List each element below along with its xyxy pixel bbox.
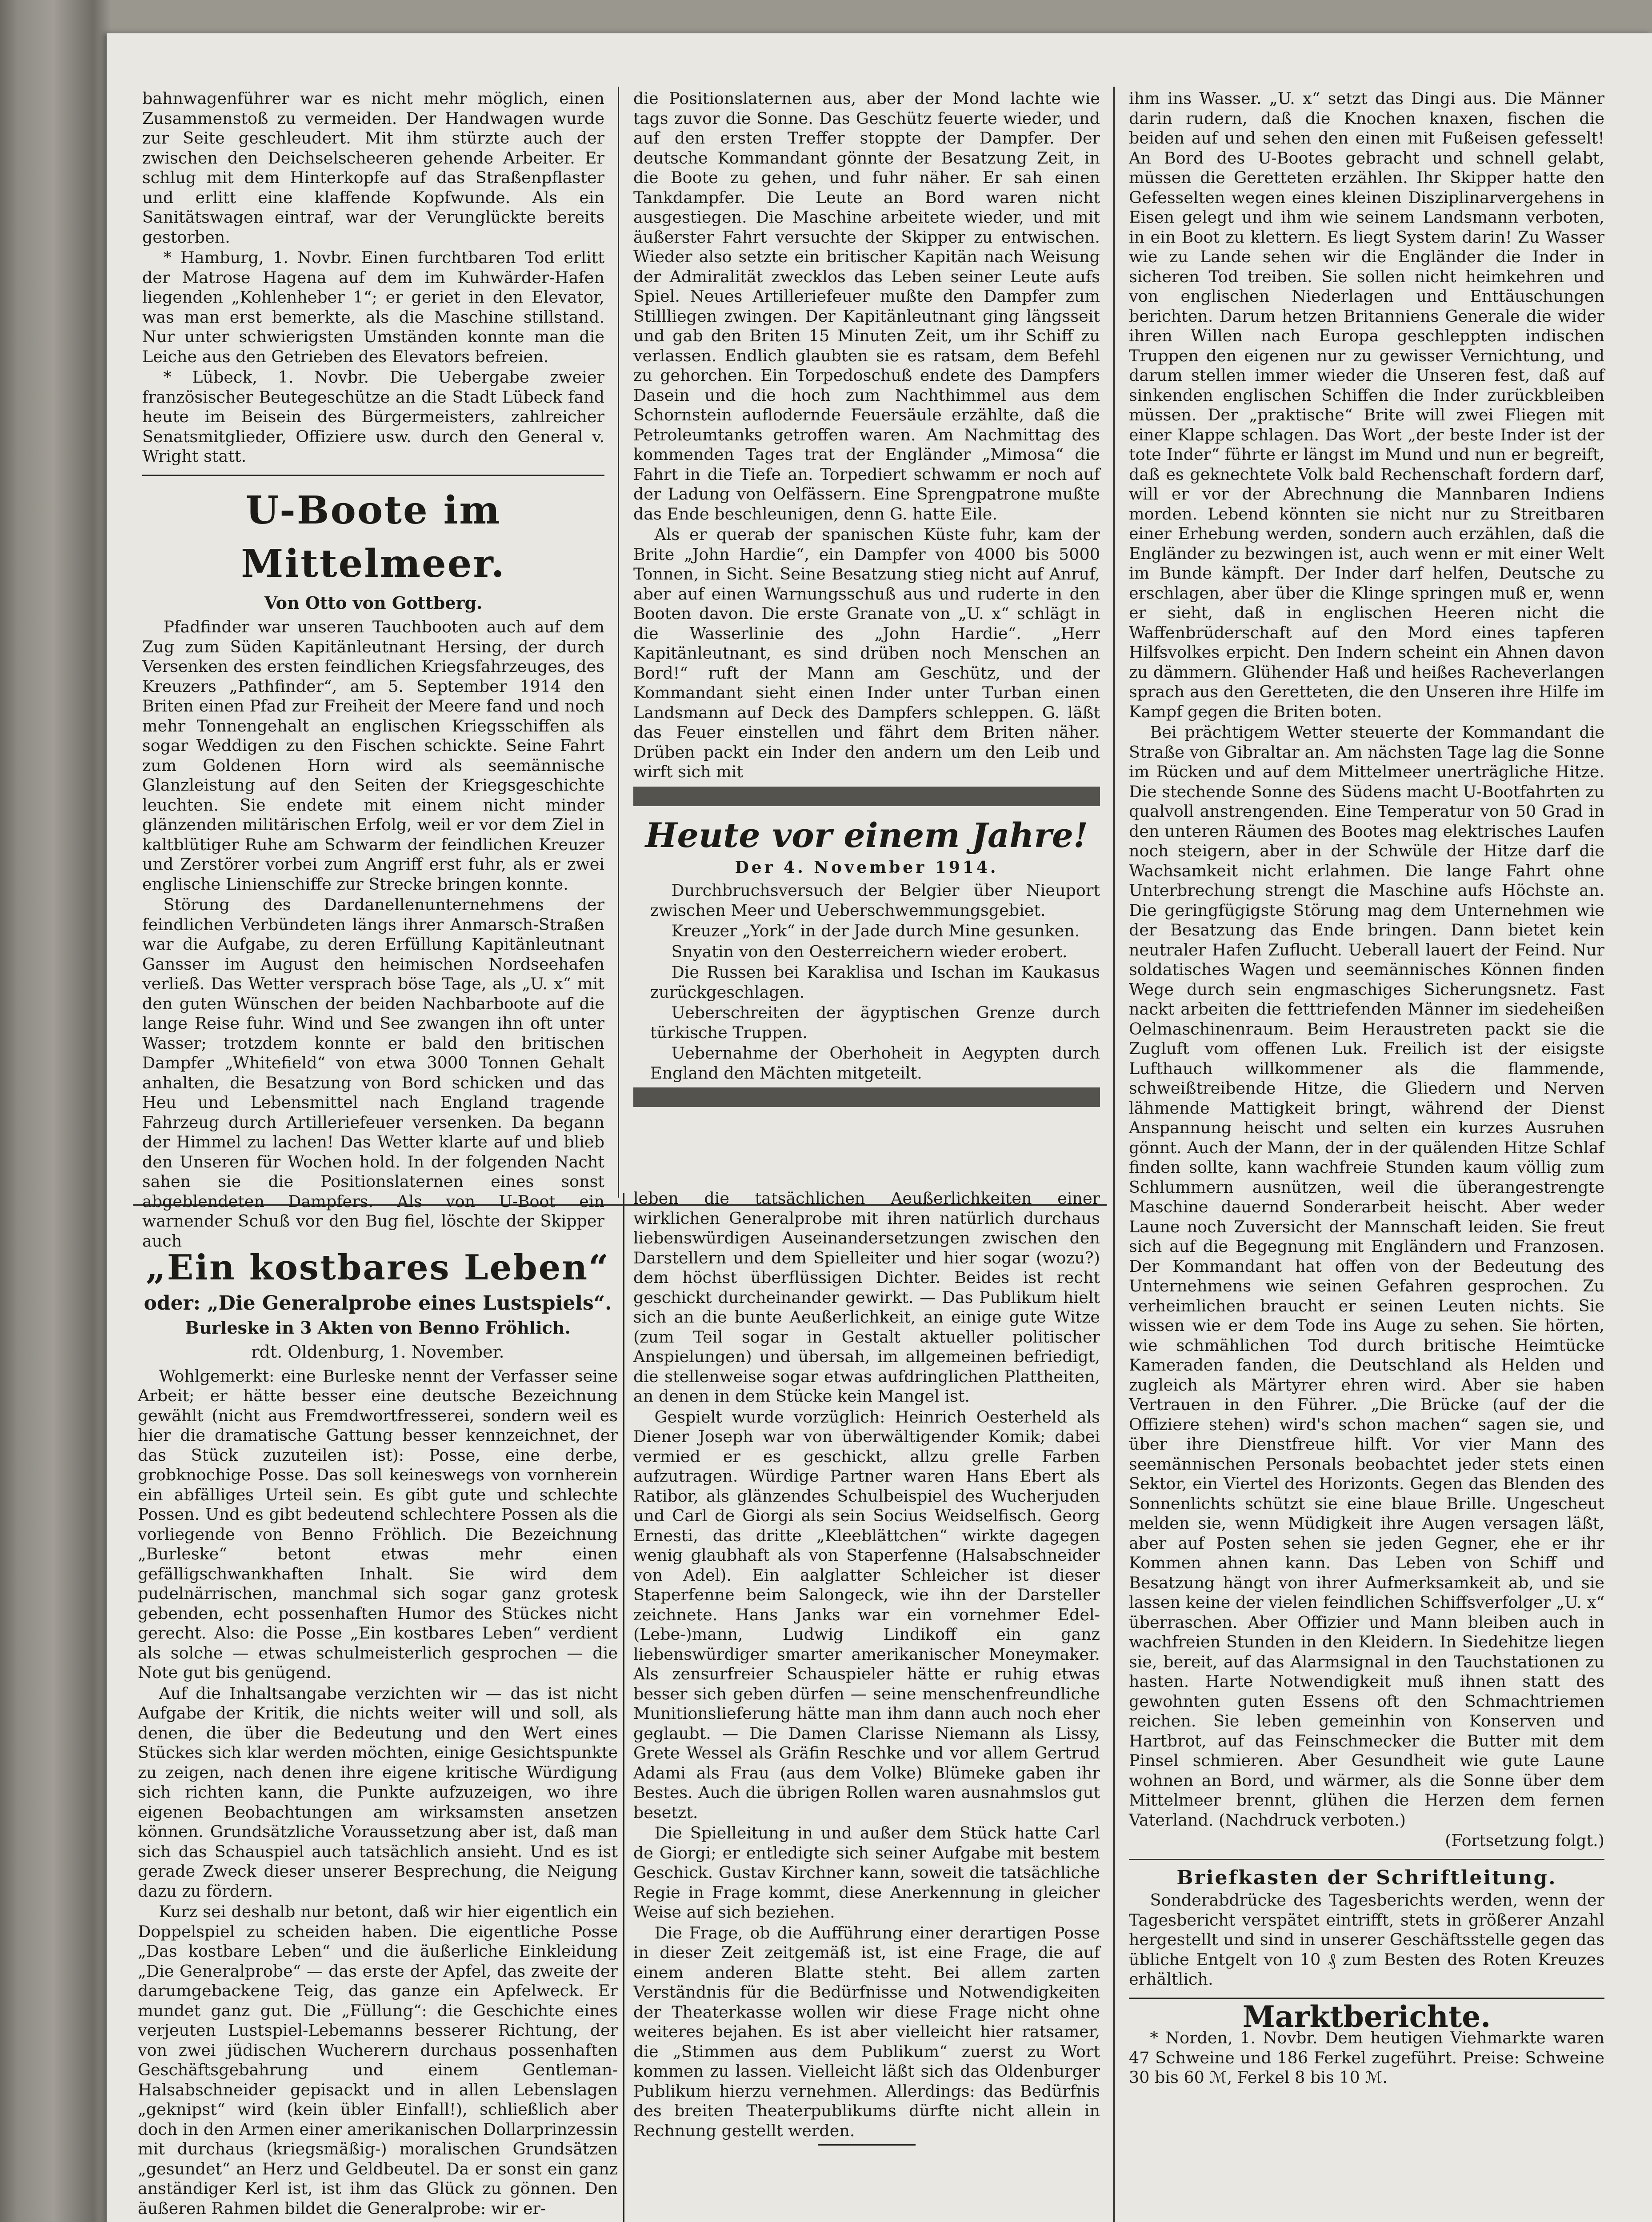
anniversary-item: Durchbruchsversuch der Belgier über Nieuport zwischen Meer und Ueberschwemmungsgebiet.	[650, 881, 1100, 920]
separator	[1129, 1998, 1604, 1999]
letterbox-text: Sonderabdrücke des Tagesberichts werden, wenn der Tagesbericht verspätet eintrifft, stets in größerer Anzahl hergestellt und sind in unserer Geschäftsstelle gegen das übliche Entgelt von 10 ₰ zum Besten des Roten Kreuzes erhältlich.	[1129, 1890, 1604, 1989]
article-byline: Von Otto von Gottberg.	[264, 592, 483, 613]
decorative-bar	[633, 787, 1100, 806]
review-subtitle: oder: „Die Generalprobe eines Lustspiels“.	[144, 1292, 612, 1315]
news-item-luebeck: * Lübeck, 1. Novbr. Die Uebergabe zweier französischer Beutegeschütze an die Stadt Lübeck fand heute im Beisein des Bürgermeisters, zahlreicher Senatsmitglieder, Offiziere usw. durch den General v. Wright statt.	[142, 368, 604, 466]
article-text: die Positionslaternen aus, aber der Mond lachte wie tags zuvor die Sonne. Das Geschütz feuerte wieder, und auf den ersten Treffer stoppte der Dampfer. Der deutsche Kommandant gönnte der Besatzung Zeit, in die Boote zu gehen, und fuhr näher. Er sah einen Tankdampfer. Die Leute an Bord waren nicht ausgestiegen. Die Maschine arbeitete wieder, und mit äußerster Fahrt versuchte der Skipper zu entwischen. Wieder also setzte ein britischer Kapitän nach Weisung der Admiralität zwecklos das Leben seiner Leute aufs Spiel. Neues Artilleriefeuer mußte den Dampfer zum Stillliegen zwingen. Der Kapitänleutnant ging längsseit und gab den Briten 15 Minuten Zeit, um ihr Schiff zu verlassen. Endlich glaubten sie es ratsam, dem Befehl zu gehorchen. Ein Torpedoschuß endete des Dampfers Dasein und die hoch zum Nachthimmel aus dem Schornstein auflodernde Feuersäule erzählte, daß die Petroleumtanks getroffen waren. Am Nachmittag des kommenden Tages trat der Engländer „Mimosa“ die Fahrt in die Tiefe an. Torpediert schwamm er noch auf der Ladung von Oelfässern. Eine Sprengpatrone mußte das Ende beschleunigen, denn G. hatte Eile.	[633, 89, 1100, 524]
separator	[142, 475, 604, 476]
review-genre: Burleske in 3 Akten von Benno Fröhlich.	[185, 1317, 571, 1338]
column-c	[1129, 89, 1604, 2222]
anniversary-date: Der 4. November 1914.	[735, 858, 999, 877]
review-dateline: rdt. Oldenburg, 1. November.	[251, 1342, 504, 1362]
separator	[1129, 1859, 1604, 1860]
continued-note: (Fortsetzung folgt.)	[1445, 1831, 1604, 1850]
market-title: Marktberichte.	[1242, 1999, 1491, 2034]
review-text: Auf die Inhaltsangabe verzichten wir — das ist nicht Aufgabe der Kritik, die nichts weiter will und soll, als denen, die über die Bedeutung und den Wert eines Stückes sich klar werden möchten, einige Gesichtspunkte zu zeigen, nach denen ihre eigene kritische Würdigung sich richten kann, die Punkte aufzuzeigen, wo ihre eigenen Beobachtungen am wirksamsten ansetzen können. Grundsätzliche Voraussetzung aber ist, daß man sich das Schauspiel auch tatsächlich ansieht. Und es ist gerade Zweck dieser unserer Besprechung, die Neigung dazu zu fördern.	[138, 1683, 618, 1901]
column-rule	[618, 87, 619, 1198]
anniversary-title: Heute vor einem Jahre!	[645, 815, 1088, 855]
review-text: leben die tatsächlichen Aeußerlichkeiten einer wirklichen Generalprobe mit ihren natürlich durchaus liebenswürdigen Auseinandersetzungen zwischen den Darstellern und dem Spielleiter und hier sogar (wozu?) dem höchst überflüssigen Dichter. Beides ist recht geschickt durcheinander gewirkt. — Das Publikum hielt sich an die bunte Aeußerlichkeit, an einige gute Witze (zum Teil sogar in Gestalt aktueller politischer Anspielungen) und übersah, im allgemeinen befriedigt, die stellenweise sogar etwas aufdringlichen Plattheiten, an denen in dem Stücke kein Mangel ist.	[633, 1189, 1100, 1406]
market-text: * Norden, 1. Novbr. Dem heutigen Viehmarkte waren 47 Schweine und 186 Ferkel zugeführt. Preise: Schweine 30 bis 60 ℳ, Ferkel 8 bis 10 ℳ.	[1129, 2028, 1604, 2087]
letterbox-title: Briefkasten der Schriftleitung.	[1176, 1866, 1557, 1889]
review-text: Die Frage, ob die Aufführung einer derartigen Posse in dieser Zeit zeitgemäß ist, ist eine Frage, die auf einem anderen Blatte steht. Bei allem zarten Verständnis für die Bedürfnisse und Notwendigkeiten der Theaterkasse wollen wir diese Frage nicht ohne weiteres bejahen. Es ist aber vielleicht hier ratsamer, die „Stimmen aus dem Publikum“ zuerst zu Wort kommen zu lassen. Vielleicht läßt sich das Oldenburger Publikum hierzu vernehmen. Allerdings: das Bedürfnis des breiten Theaterpublikums dürfte nicht allein in Rechnung gestellt werden.	[633, 1923, 1100, 2140]
decorative-bar	[633, 1087, 1100, 1107]
article-text: Bei prächtigem Wetter steuerte der Kommandant die Straße von Gibraltar an. Am nächsten Tage lag die Sonne im Rücken und auf dem Mittelmeer unerträgliche Hitze. Die stechende Sonne des Südens macht U-Bootfahrten zu qualvoll anstrengenden. Eine Temperatur von 50 Grad in den unteren Räumen des Bootes mag elektrisches Laufen noch steigern, aber in der Schwüle der Hitze darf die Wachsamkeit nicht erlahmen. Die lange Fahrt ohne Unterbrechung strengt die Maschine aufs Höchste an. Die geringfügigste Störung mag dem Unternehmen wie der Besatzung das Ende bringen. Dann bietet kein neutraler Hafen Zuflucht. Ueberall lauert der Feind. Nur soldatisches Wagen und seemännisches Können finden Wege durch sein engmaschiges Sicherungsnetz. Fast nackt arbeiten die fetttriefenden Männer im siedeheißen Oelmaschinenraum. Beim Heraustreten packt sie die Zugluft vom offenen Luk. Freilich ist der eisigste Lufthauch willkommener als die flammende, schweißtreibende Hitze, die Gliedern und Nerven lähmende Mattigkeit bringt, während der Dienst Anspannung heischt und selten ein kurzes Ausruhen gönnt. Auch der Mann, der in der quälenden Hitze Schlaf finden sollte, kann wachfreie Stunden kaum völlig zum Schlummern ausnützen, weil die überangestrengte Maschine dauernd Sonderarbeit heischt. Aber weder Laune noch Zuversicht der Mannschaft leiden. Sie freut sich auf die Begegnung mit Engländern und Franzosen. Der Kommandant hat offen von der Bedeutung des Unternehmens wie seinen Gefahren gesprochen. Zu verheimlichen braucht er seinen Leuten nichts. Sie wissen wie er dem Tode ins Auge zu sehen. Sie hörten, wie schmählichen Tod durch britische Heimtücke Kameraden fanden, die Deutschland als Helden und zugleich als Märtyrer ehren wird. Aber sie haben Vertrauen in den Führer. „Die Brücke (auf der die Offiziere stehen) wird's schon machen“ sagen sie, und über ihre Dienstfreue hilft. Vor vier Mann des seemännischen Personals beobachtet jeder stets einen Sektor, ein Viertel des Horizonts. Gegen das Blenden des Sonnenlichts schützt sie eine blaue Brille. Ungescheut melden sie, wenn Müdigkeit ihre Augen versagen läßt, aber auf Posten sehen sie jeden Gegner, ehe er ihr Kommen ahnen kann. Das Leben von Schiff und Besatzung hängt von ihrer Aufmerksamkeit ab, und sie lassen keine der vielen feindlichen Schiffsverfolger „U. x“ überraschen. Aber Offizier und Mann bleiben auch in wachfreien Stunden in den Kleidern. In Siedehitze liegen sie, bereit, auf das Alarmsignal in den Tauchstationen zu hasten. Harte Notwendigkeit muß ihnen statt des gewohnten guten Essens oft den Schmachtriemen reichen. Sie leben gemeinhin von Konserven und Hartbrot, auf das Feinschmecker die Butter mit dem Pinsel schmieren. Aber Gesundheit wie gute Laune wohnen an Bord, und wärmer, als die Sonne über dem Mittelmeer brennt, glühen die Herzen dem fernen Vaterland. (Nachdruck verboten.)	[1129, 723, 1604, 1830]
newspaper-page	[107, 33, 1652, 2222]
review-text: Die Spielleitung in und außer dem Stück hatte Carl de Giorgi; er entledigte sich seiner Aufgabe mit bestem Geschick. Gustav Kirchner kann, soweit die tatsächliche Regie in Frage kommt, diese Anerkennung in gleicher Weise auf sich beziehen.	[633, 1823, 1100, 1922]
column-rule	[623, 1193, 624, 2222]
anniversary-item: Die Russen bei Karaklisa und Ischan im Kaukasus zurückgeschlagen.	[650, 963, 1100, 1002]
article-text: Pfadfinder war unseren Tauchbooten auch auf dem Zug zum Süden Kapitänleutnant Hersing, der durch Versenken des ersten feindlichen Kriegsfahrzeuges, des Kreuzers „Pathfinder“, am 5. September 1914 den Briten einen Pfad zur Freiheit der Meere fand und noch mehr Tonnengehalt an englischen Kriegsschiffen als sogar Weddigen zu den Fischen schickte. Seine Fahrt zum Goldenen Horn wird als seemännische Glanzleistung auf den Seiten der Kriegsgeschichte leuchten. Sie endete mit einem nicht minder glänzenden militärischen Erfolg, weil er vor dem Ziel in kaltblütiger Ruhe am Schwarm der feindlichen Kreuzer und Zerstörer vorbei zum Angriff erst fuhr, als er zwei englische Linienschiffe zur Strecke bringen konnte.	[142, 617, 604, 894]
column-b	[633, 89, 1100, 1083]
review-text: Gespielt wurde vorzüglich: Heinrich Oesterheld als Diener Joseph war von überwältigender Komik; dabei vermied er es geschickt, allzu grelle Farben aufzutragen. Würdige Partner waren Hans Ebert als Ratibor, als glänzendes Schulbeispiel des Wucherjuden und Carl de Giorgi als sein Socius Weidselfisch. Georg Ernesti, das dritte „Kleeblättchen“ wirkte dagegen wenig glaubhaft als von Staperfenne (Halsabschneider von Adel). Ein aalglatter Schleicher ist dieser Staperfenne beim Salongeck, wie ihn der Darsteller zeichnete. Hans Janks war ein vornehmer Edel- (Lebe-)mann, Ludwig Lindikoff ein ganz liebenswürdiger smarter amerikanischer Moneymaker. Als zensurfreier Schauspieler hätte er ruhig etwas besser sich geben dürfen — seine menschenfreundliche Munitionslieferung hätte man ihm dann auch noch eher geglaubt. — Die Damen Clarisse Niemann als Lissy, Grete Wessel als Gräfin Reschke und vor allem Gertrud Adami als Frau (aus dem Volke) Blümeke gaben ihr Bestes. Auch die übrigen Rollen waren ausnahmslos gut besetzt.	[633, 1407, 1100, 1822]
column-e	[633, 1189, 1100, 2222]
anniversary-item: Kreuzer „York“ in der Jade durch Mine gesunken.	[671, 921, 1080, 940]
anniversary-item: Snyatin von den Oesterreichern wieder erobert.	[671, 942, 1068, 961]
review-text: Wohlgemerkt: eine Burleske nennt der Verfasser seine Arbeit; er hätte besser eine deutsche Bezeichnung gewählt (nicht aus Fremdwortfresserei, sondern weil es hier die dramatische Gattung besser kennzeichnet, der das Stück zuzuteilen ist): Posse, eine derbe, grobknochige Posse. Das soll keineswegs von vornherein ein abfälliges Urteil sein. Es gibt gute und schlechte Possen. Und es gibt bedeutend schlechtere Possen als die vorliegende von Benno Fröhlich. Die Bezeichnung „Burleske“ betont etwas mehr einen gefälligschwankhaften Inhalt. Sie wird dem pudelnärrischen, manchmal sich sogar ganz grotesk gebenden, echt possenhaften Humor des Stückes nicht gerecht. Also: die Posse „Ein kostbares Leben“ verdient als solche — etwas schulmeisterlich gesprochen — die Note gut bis genügend.	[138, 1366, 618, 1682]
anniversary-item: Ueberschreiten der ägyptischen Grenze durch türkische Truppen.	[650, 1003, 1100, 1042]
article-title: U-Boote im Mittelmeer.	[241, 488, 506, 586]
anniversary-item: Uebernahme der Oberhoheit in Aegypten durch England den Mächten mitgeteilt.	[650, 1043, 1100, 1083]
column-rule	[1113, 87, 1115, 2222]
end-rule	[818, 2144, 916, 2146]
review-text: Kurz sei deshalb nur betont, daß wir hier eigentlich ein Doppelspiel zu scheiden haben. Die eigentliche Posse „Das kostbare Leben“ und die äußerliche Einkleidung „Die Generalprobe“ — das erste der Apfel, das zweite der darumgebackene Teig, das ganze ein Apfelweck. Er mundet ganz gut. Die „Füllung“: die Geschichte eines verjeuten Lustspiel-Lebemanns besserer Richtung, der von zwei jüdischen Wucherern durchaus possenhaften Geschäftsgebahrung und einem Gentleman-Halsabschneider gepisackt und in allen Lebenslagen „geknipst“ wird (kein übler Einfall!), schließlich aber doch in den Armen einer amerikanischen Dollarprinzessin mit durchaus (kriegsmäßig-) moralischen Grundsätzen „gesundet“ an Herz und Geldbeutel. Da er sonst ein ganz anständiger Kerl ist, ist ihm das Glück zu gönnen. Den äußeren Rahmen bildet die Generalprobe: wir er-	[138, 1902, 618, 2218]
article-text: ihm ins Wasser. „U. x“ setzt das Dingi aus. Die Männer darin rudern, daß die Knochen knaxen, fischen die beiden auf und sehen den einen mit Fußeisen gefesselt! An Bord des U-Bootes gebracht und schnell gelabt, müssen die Geretteten erzählen. Ihr Skipper hatte den Gefesselten wegen eines kleinen Disziplinarvergehens in Eisen gelegt und ihm wie seinem Landsmann verboten, in ein Boot zu klettern. Es liegt System darin! Zu Wasser wie zu Lande sehen wir die Engländer die Inder in sicheren Tod treiben. Sie sollen nicht heimkehren und von englischen Niederlagen und Enttäuschungen berichten. Darum hetzen Britanniens Generale die wider ihren Willen nach Europa geschleppten indischen Truppen den eigenen nur zu gewisser Vernichtung, und darum stellen immer wieder die Unseren fest, daß auf sinkenden englischen Schiffen die Inder zurückbleiben müssen. Der „praktische“ Brite will zwei Fliegen mit einer Klappe schlagen. Das Wort „der beste Inder ist der tote Inder“ führte er längst im Mund und nun er begreift, daß es geknechtete Volk bald Rechenschaft fordern darf, will er vor der Abrechnung die Mannbaren Indiens morden. Lebend könnten sie nicht nur zu Streitbaren einer Erhebung werden, sondern auch erzählen, daß die Engländer zu bezwingen ist, auch wenn er mit einer Welt im Bunde kämpft. Der Inder darf helfen, Deutsche zu erschlagen, aber über die Klinge springen muß er, wenn er sieht, daß in englischen Heeren nicht die Waffenbrüderschaft auf den Mord eines tapferen Hilfsvolkes erpicht. Den Indern scheint ein Ahnen davon zu dämmern. Glühender Haß und heißes Racheverlangen sprach aus den Geretteten, die den Unseren ihre Hilfe im Kampf gegen die Briten boten.	[1129, 89, 1604, 721]
news-item-hamburg: * Hamburg, 1. Novbr. Einen furchtbaren Tod erlitt der Matrose Hagena auf dem im Kuhwärder-Hafen liegenden „Kohlenheber 1“; er geriet in den Elevator, was man erst bemerkte, als die Maschine stillstand. Nur unter schwierigsten Umständen konnte man die Leiche aus den Getrieben des Elevators befreien.	[142, 248, 604, 366]
column-a	[142, 89, 604, 1251]
column-d	[138, 1242, 618, 2222]
article-text: bahnwagenführer war es nicht mehr möglich, einen Zusammenstoß zu vermeiden. Der Handwagen wurde zur Seite geschleudert. Mit ihm stürzte auch der zwischen den Deichselscheeren gehende Arbeiter. Er schlug mit dem Hinterkopfe auf das Straßenpflaster und erlitt eine klaffende Kopfwunde. Als ein Sanitätswagen eintraf, war der Verunglückte bereits gestorben.	[142, 89, 604, 247]
review-title: „Ein kostbares Leben“	[146, 1247, 610, 1288]
article-text: Als er querab der spanischen Küste fuhr, kam der Brite „John Hardie“, ein Dampfer von 4000 bis 5000 Tonnen, in Sicht. Seine Besatzung stieg nicht auf Anruf, aber auf einen Warnungsschuß aus und ruderte in den Booten davon. Die erste Granate von „U. x“ schlägt in die Wasserlinie des „John Hardie“. „Herr Kapitänleutnant, es sind drüben noch Menschen an Bord!“ ruft der Mann am Geschütz, und der Kommandant sieht einen Inder unter Turban einen Landsmann auf Deck des Dampfers schleppen. G. läßt das Feuer einstellen und fährt dem Briten näher. Drüben packt ein Inder den andern um den Leib und wirft sich mit	[633, 525, 1100, 781]
article-text: Störung des Dardanellenunternehmens der feindlichen Verbündeten längs ihrer Anmarsch-Straßen war die Aufgabe, zu deren Erfüllung Kapitänleutnant Gansser im August den heimischen Nordseehafen verließ. Das Wetter versprach böse Tage, als „U. x“ mit den guten Wünschen der beiden Nachbarboote auf die lange Reise fuhr. Wind und See zwangen ihn oft unter Wasser; trotzdem konnte er bald den britischen Dampfer „Whitefield“ von etwa 3000 Tonnen Gehalt anhalten, die Besatzung von Bord schicken und das Heu und Lebensmittel nach England tragende Fahrzeug durch Artilleriefeuer versenken. Da begann der Himmel zu lachen! Das Wetter klarte auf und blieb den Unseren für Wochen hold. In der folgenden Nacht sahen sie die Positionslaternen eines sonst abgeblendeten Dampfers. Als von U-Boot ein warnender Schuß vor den Bug fiel, löschte der Skipper auch	[142, 895, 604, 1251]
